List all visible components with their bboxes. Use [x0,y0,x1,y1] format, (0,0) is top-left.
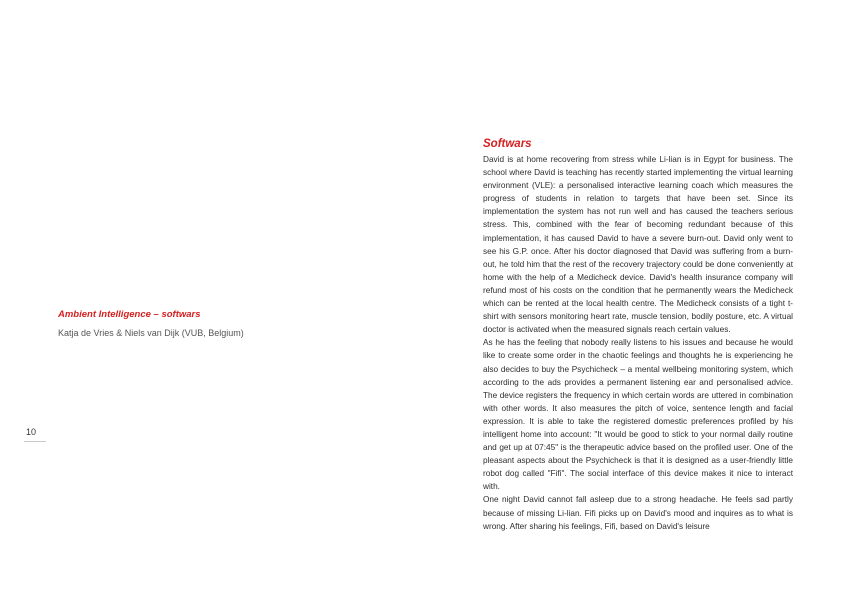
authors-line: Katja de Vries & Niels van Dijk (VUB, Belgium) [58,328,244,338]
article [483,137,793,533]
page-number-rule [24,441,46,442]
paragraph: As he has the feeling that nobody really listens to his issues and because he would like to create some order in the chaotic feelings and thoughts he is experiencing he also decides to buy the Psychicheck – a mental wellbeing monitoring system, which according to the ads provides a permanent listening ear and personalised advice. The device registers the frequency in which certain words are uttered in combination with other words. It also measures the pitch of voice, sentence length and facial expression. It is able to take the registered domestic preferences profiled by his intelligent home into account: "It would be good to stick to your normal daily routine and get up at 07:45" is the therapeutic advice based on the profiled user. One of the pleasant aspects about the Psychicheck is that it is designed as a user-friendly little robot dog called "Fifi". The social interface of this device makes it nice to interact with. [483,338,793,492]
paragraph: One night David cannot fall asleep due to a strong headache. He feels sad partly because of missing Li-lian. Fifi picks up on David's mood and inquires as to what is wrong. After sharing his feelings, Fifi, based on David's leisure [483,495,793,531]
article-heading: Softwars [483,138,532,150]
page-number: 10 [26,427,37,437]
paragraph: David is at home recovering from stress while Li-lian is in Egypt for business. The school where David is teaching has recently started implementing the virtual learning environment (VLE): a personalised interactive learning coach which measures the progress of students in relation to targets that have been set. Since its implementation the system has not run well and has caused the teachers serious stress. This, combined with the fear of becoming redundant because of this implementation, it has caused David to have a severe burn-out. David only went to see his G.P. once. After his doctor diagnosed that David was suffering from a burn-out, he told him that the rest of the recovery trajectory could be done conveniently at home with the help of a Medicheck device. David's health insurance company will refund most of his costs on the condition that he permanently wears the Medicheck which can be rented at the local health centre. The Medicheck consists of a tight t-shirt with sensors monitoring heart rate, muscle tension, bodily posture, etc. A virtual doctor is activated when the measured signals reach certain values. [483,155,793,335]
book-title: Ambient Intelligence – softwars [58,309,201,320]
